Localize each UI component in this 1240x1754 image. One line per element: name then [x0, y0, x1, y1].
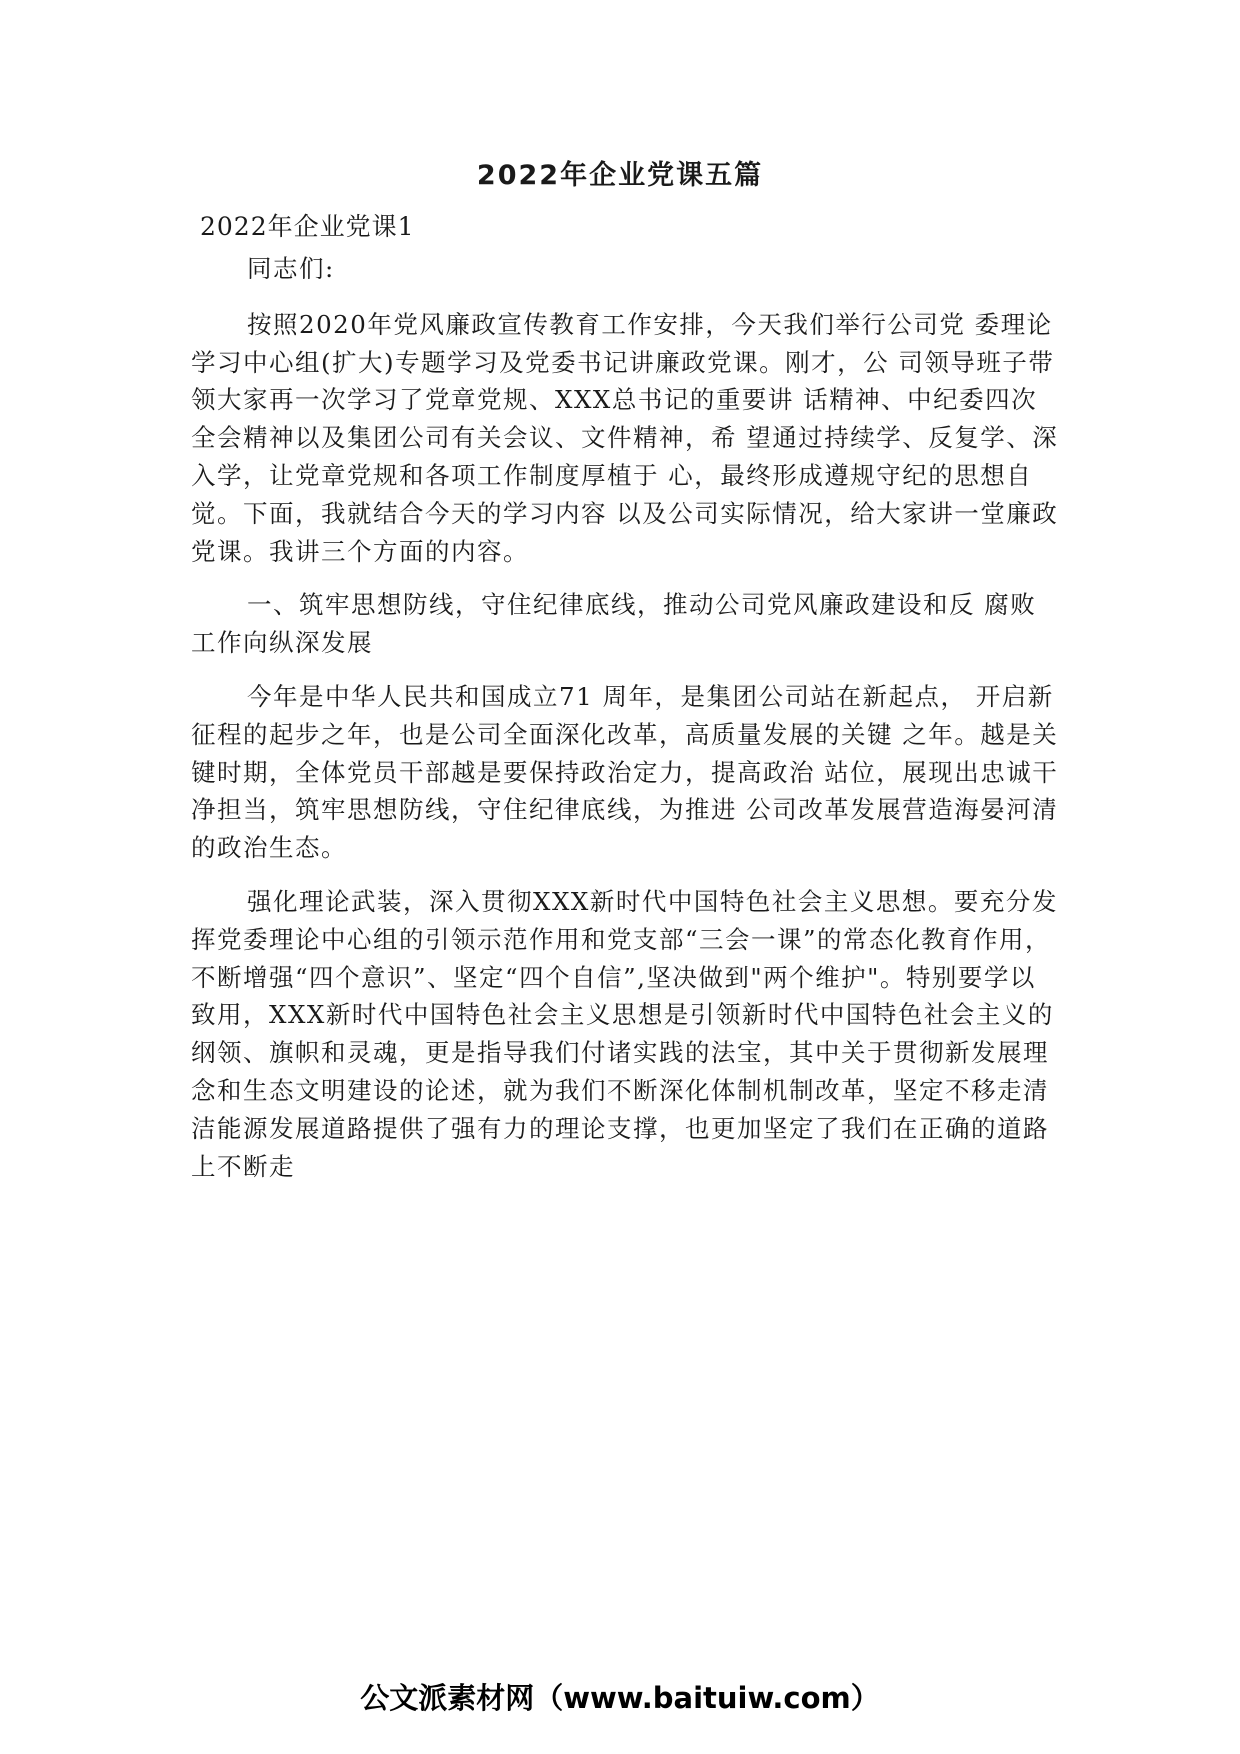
section-heading-1: 一、筑牢思想防线，守住纪律底线，推动公司党风廉政建设和反 腐败工作向纵深发展: [191, 590, 1037, 658]
document-subtitle: 2022年企业党课1: [200, 212, 415, 241]
document-body: [191, 250, 1061, 1201]
document-title: 2022年企业党课五篇: [476, 160, 764, 191]
paragraph-3: 强化理论武装，深入贯彻XXX新时代中国特色社会主义思想。要充分发挥党委理论中心组的引领示范作用和党支部“三会一课”的常态化教育作用，不断增强“四个意识”、坚定“四个自信”,坚决做到"两个维护"。特别要学以致用，XXX新时代中国特色社会主义思想是引领新时代中国特色社会主义的纲领、旗帜和灵魂，更是指导我们付诸实践的法宝，其中关于贯彻新发展理念和生态文明建设的论述，就为我们不断深化体制机制改革，坚定不移走清洁能源发展道路提供了强有力的理论支撑，也更加坚定了我们在正确的道路上不断走: [191, 886, 1058, 1181]
greeting: 同志们:: [247, 254, 335, 283]
paragraph-1: 按照2020年党风廉政宣传教育工作安排，今天我们举行公司党 委理论学习中心组(扩大)专题学习及党委书记讲廉政党课。刚才，公 司领导班子带领大家再一次学习了党章党规、XXX总书记的重要讲 话精神、中纪委四次全会精神以及集团公司有关会议、文件精神，希 望通过持续学、反复学、深入学，让党章党规和各项工作制度厚植于 心，最终形成遵规守纪的思想自觉。下面，我就结合今天的学习内容 以及公司实际情况，给大家讲一堂廉政党课。我讲三个方面的内容。: [191, 309, 1059, 566]
footer-watermark: 公文派素材网（www.baituiw.com）: [360, 1681, 880, 1715]
paragraph-2: 今年是中华人民共和国成立71 周年，是集团公司站在新起点， 开启新征程的起步之年，也是公司全面深化改革，高质量发展的关键 之年。越是关键时期，全体党员干部越是要保持政治定力，提高政治 站位，展现出忠诚干净担当，筑牢思想防线，守住纪律底线，为推进 公司改革发展营造海晏河清的政治生态。: [191, 681, 1059, 863]
